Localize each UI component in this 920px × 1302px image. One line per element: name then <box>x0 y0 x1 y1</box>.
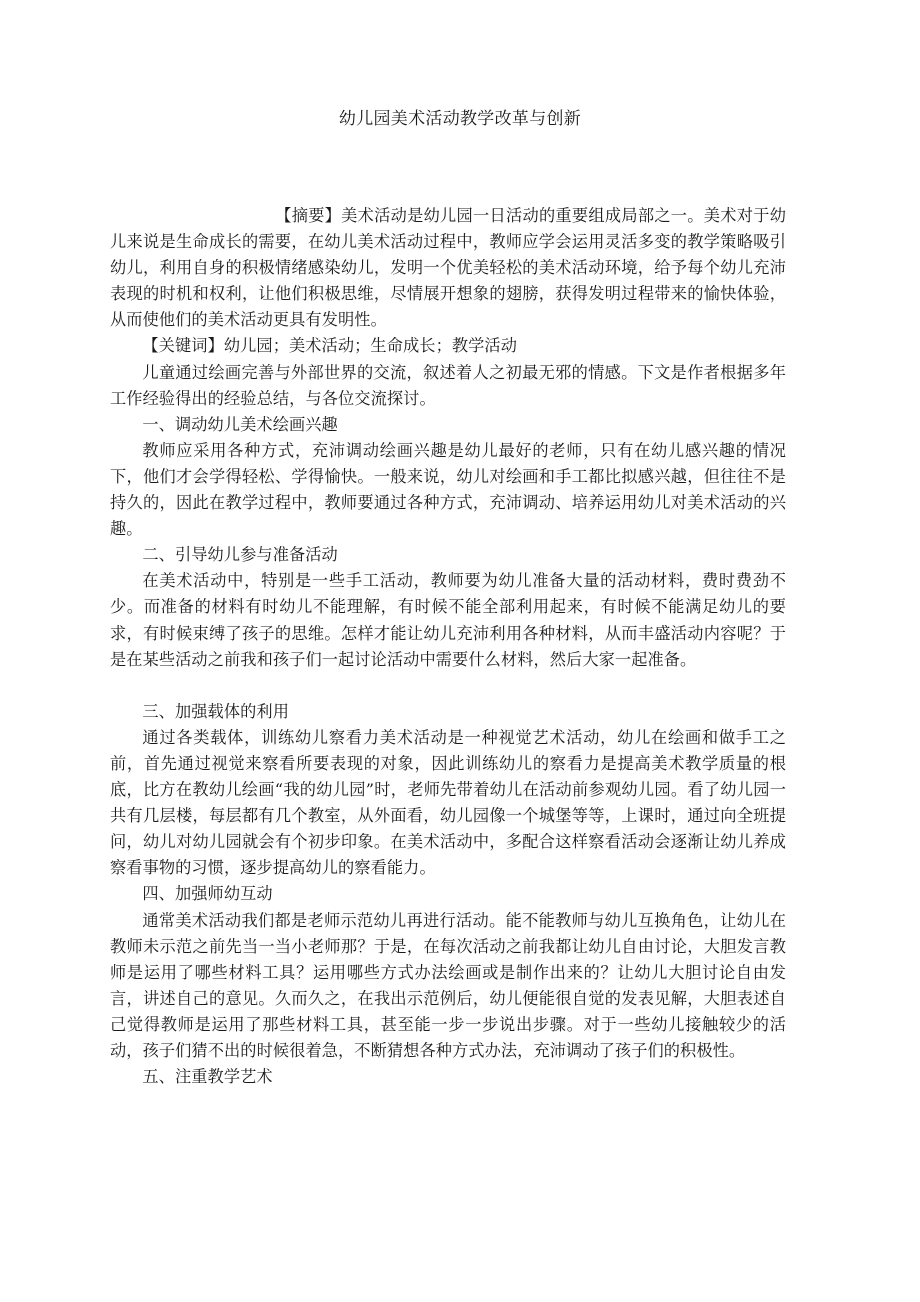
section-heading-5: 五、注重教学艺术 <box>142 1067 273 1087</box>
keywords-paragraph: 【关键词】幼儿园；美术活动；生命成长；教学活动 <box>142 336 518 356</box>
section-body-3: 通过各类载体，训练幼儿察看力美术活动是一种视觉艺术活动，幼儿在绘画和做手工之前，首先通过视觉来察看所要表现的对象，因此训练幼儿的察看力是提高美术教学质量的根底，比方在教幼儿绘画“我的幼儿园”时，老师先带着幼儿在活动前参观幼儿园。看了幼儿园一共有几层楼，每层都有几个教室，从外面看，幼儿园像一个城堡等等，上课时，通过向全班提问，幼儿对幼儿园就会有个初步印象。在美术活动中，多配合这样察看活动会逐渐让幼儿养成察看事物的习惯，逐步提高幼儿的察看能力。 <box>110 727 786 878</box>
section-body-2: 在美术活动中，特别是一些手工活动，教师要为幼儿准备大量的活动材料，费时费劲不少。而准备的材料有时幼儿不能理解，有时候不能全部利用起来，有时候不能满足幼儿的要求，有时候束缚了孩子的思维。怎样才能让幼儿充沛利用各种材料，从而丰盛活动内容呢？于是在某些活动之前我和孩子们一起讨论活动中需要什么材料，然后大家一起准备。 <box>110 571 786 669</box>
section-heading-4: 四、加强师幼互动 <box>142 884 273 904</box>
section-heading-1: 一、调动幼儿美术绘画兴趣 <box>142 414 338 434</box>
section-heading-3: 三、加强载体的利用 <box>142 701 289 721</box>
section-heading-2: 二、引导幼儿参与准备活动 <box>142 545 338 565</box>
section-body-4: 通常美术活动我们都是老师示范幼儿再进行活动。能不能教师与幼儿互换角色，让幼儿在教师未示范之前先当一当小老师那？于是，在每次活动之前我都让幼儿自由讨论，大胆发言教师是运用了哪些材料工具？运用哪些方式办法绘画或是制作出来的？让幼儿大胆讨论自由发言，讲述自己的意见。久而久之，在我出示范例后，幼儿便能很自觉的发表见解，大胆表述自己觉得教师是运用了那些材料工具，甚至能一步一步说出步骤。对于一些幼儿接触较少的活动，孩子们猜不出的时候很着急，不断猜想各种方式办法，充沛调动了孩子们的积极性。 <box>110 910 786 1060</box>
intro-paragraph: 儿童通过绘画完善与外部世界的交流，叙述着人之初最无邪的情感。下文是作者根据多年工作经验得出的经验总结，与各位交流探讨。 <box>110 362 786 408</box>
abstract-paragraph: 【摘要】美术活动是幼儿园一日活动的重要组成局部之一。美术对于幼儿来说是生命成长的需要，在幼儿美术活动过程中，教师应学会运用灵活多变的教学策略吸引幼儿，利用自身的积极情绪感染幼儿，发明一个优美轻松的美术活动环境，给予每个幼儿充沛表现的时机和权利，让他们积极思维，尽情展开想象的翅膀，获得发明过程带来的愉快体验，从而使他们的美术活动更具有发明性。 <box>110 206 786 330</box>
section-body-1: 教师应采用各种方式，充沛调动绘画兴趣是幼儿最好的老师，只有在幼儿感兴趣的情况下，他们才会学得轻松、学得愉快。一般来说，幼儿对绘画和手工都比拟感兴越，但往往不是持久的，因此在教学过程中，教师要通过各种方式，充沛调动、培养运用幼儿对美术活动的兴趣。 <box>110 440 786 539</box>
paragraph-spacer <box>110 673 786 699</box>
document-body <box>110 203 786 1090</box>
page-title: 幼儿园美术活动教学改革与创新 <box>338 109 582 129</box>
